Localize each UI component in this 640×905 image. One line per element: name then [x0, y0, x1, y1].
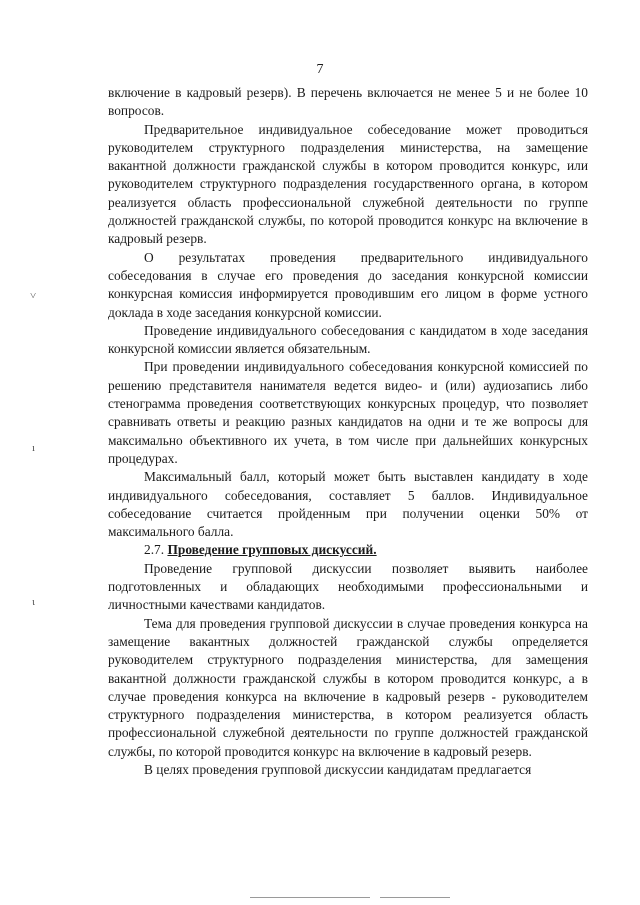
- paragraph: Проведение индивидуального собеседования с кандидатом в ходе заседания конкурсной комиссии является обязательным.: [108, 322, 588, 357]
- paragraph: В целях проведения групповой дискуссии кандидатам предлагается: [144, 761, 532, 777]
- paragraph: Предварительное индивидуальное собеседование может проводиться руководителем структурного подразделения министерства, на замещение вакантной должности гражданской службы в котором проводится конкурс, или руководителем структурного подразделения государственного органа, в котором реализуется область профессиональной служебной деятельности по группе должностей гражданской службы, по которой проводится конкурс на включение в кадровый резерв.: [108, 121, 588, 247]
- section-heading: [108, 541, 588, 559]
- section-title: Проведение групповых дискуссий.: [167, 542, 377, 558]
- page-number: 7: [316, 62, 324, 77]
- paragraph: Проведение групповой дискуссии позволяет выявить наиболее подготовленных и обладающих необходимыми профессиональными и личностными качествами кандидатов.: [108, 560, 588, 613]
- section-number: 2.7.: [144, 542, 165, 558]
- paragraph: включение в кадровый резерв). В перечень включается не менее 5 и не более 10 вопросов.: [108, 85, 588, 119]
- scan-mark: ı: [32, 442, 36, 454]
- paragraph: Максимальный балл, который может быть выставлен кандидату в ходе индивидуального собеседования, составляет 5 баллов. Индивидуальное собеседование считается пройденным при получении оценки 50% от максимального балла.: [108, 469, 588, 540]
- paragraph: При проведении индивидуального собеседования конкурсной комиссией по решению представителя нанимателя ведется видео- и (или) аудиозапись либо стенограмма проведения соответствующих конкурсных процедур, что позволяет сравнивать ответы и реакцию разных кандидатов на одни и те же вопросы для максимально объективного их учета, в том числе при дальнейших конкурсных процедурах.: [108, 359, 588, 466]
- paragraph: О результатах проведения предварительного индивидуального собеседования в случае его проведения до заседания конкурсной комиссии конкурсная комиссия информируется проводившим его лицом в форме устного доклада в ходе заседания конкурсной комиссии.: [108, 249, 588, 320]
- scan-line: [380, 897, 450, 898]
- scan-line: [250, 897, 370, 898]
- body-text: [108, 84, 588, 779]
- scan-mark: ι: [32, 596, 35, 608]
- paragraph: Тема для проведения групповой дискуссии в случае проведения конкурса на замещение вакантных должностей гражданской службы определяется руководителем структурного подразделения министерства, для замещения вакантной должности гражданской службы в котором проводится конкурс, а в случае проведения конкурса на включение в кадровый резерв - руководителем структурного подразделения министерства, в котором реализуется область профессиональной служебной деятельности по группе должностей гражданской службы, по которой проводится конкурс на включение в кадровый резерв.: [108, 615, 588, 759]
- scan-mark: ˅: [30, 290, 37, 302]
